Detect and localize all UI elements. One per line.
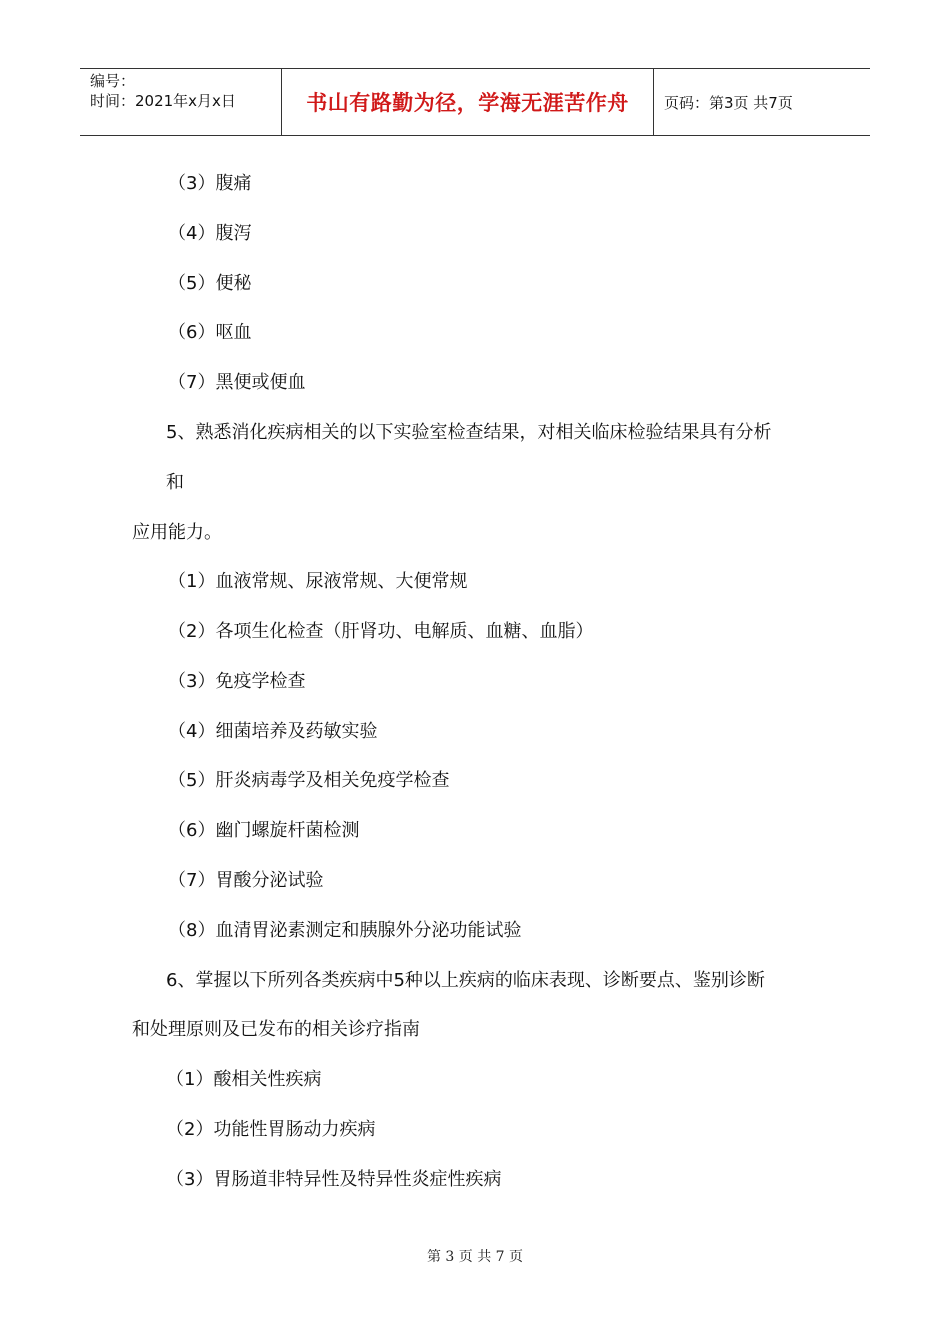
header-info-cell: [80, 69, 281, 135]
header-page-cell: [654, 69, 870, 135]
document-number-label: 编号：: [90, 72, 136, 90]
paragraph-line: 和: [166, 472, 184, 493]
page-header: [80, 68, 870, 136]
list-item: （2）功能性胃肠动力疾病: [166, 1119, 376, 1140]
page-footer: 第 3 页 共 7 页: [426, 1249, 524, 1265]
list-item: （7）黑便或便血: [168, 372, 306, 393]
paragraph-line: 和处理原则及已发布的相关诊疗指南: [132, 1019, 420, 1040]
header-slogan: 书山有路勤为径，学海无涯苦作舟: [306, 90, 629, 115]
section-heading-6: 6、掌握以下所列各类疾病中5种以上疾病的临床表现、诊断要点、鉴别诊断: [166, 970, 765, 991]
list-item: （2）各项生化检查（肝肾功、电解质、血糖、血脂）: [168, 621, 594, 642]
list-item: （6）幽门螺旋杆菌检测: [168, 820, 360, 841]
list-item: （7）胃酸分泌试验: [168, 870, 324, 891]
list-item: （5）便秘: [168, 273, 252, 294]
list-item: （3）免疫学检查: [168, 671, 306, 692]
header-page-code: 页码：第3页 共7页: [664, 93, 793, 112]
list-item: （4）细菌培养及药敏实验: [168, 721, 378, 742]
section-heading-5: 5、熟悉消化疾病相关的以下实验室检查结果，对相关临床检验结果具有分析: [166, 422, 772, 443]
list-item: （3）腹痛: [168, 173, 252, 194]
list-item: （3）胃肠道非特异性及特异性炎症性疾病: [166, 1169, 502, 1190]
list-item: （6）呕血: [168, 322, 252, 343]
list-item: （8）血清胃泌素测定和胰腺外分泌功能试验: [168, 920, 522, 941]
list-item: （5）肝炎病毒学及相关免疫学检查: [168, 770, 450, 791]
list-item: （1）血液常规、尿液常规、大便常规: [168, 571, 468, 592]
list-item: （1）酸相关性疾病: [166, 1069, 322, 1090]
header-slogan-cell: [281, 69, 654, 135]
document-time-label: 时间：2021年x月x日: [90, 92, 236, 110]
paragraph-line: 应用能力。: [132, 522, 222, 543]
list-item: （4）腹泻: [168, 223, 252, 244]
